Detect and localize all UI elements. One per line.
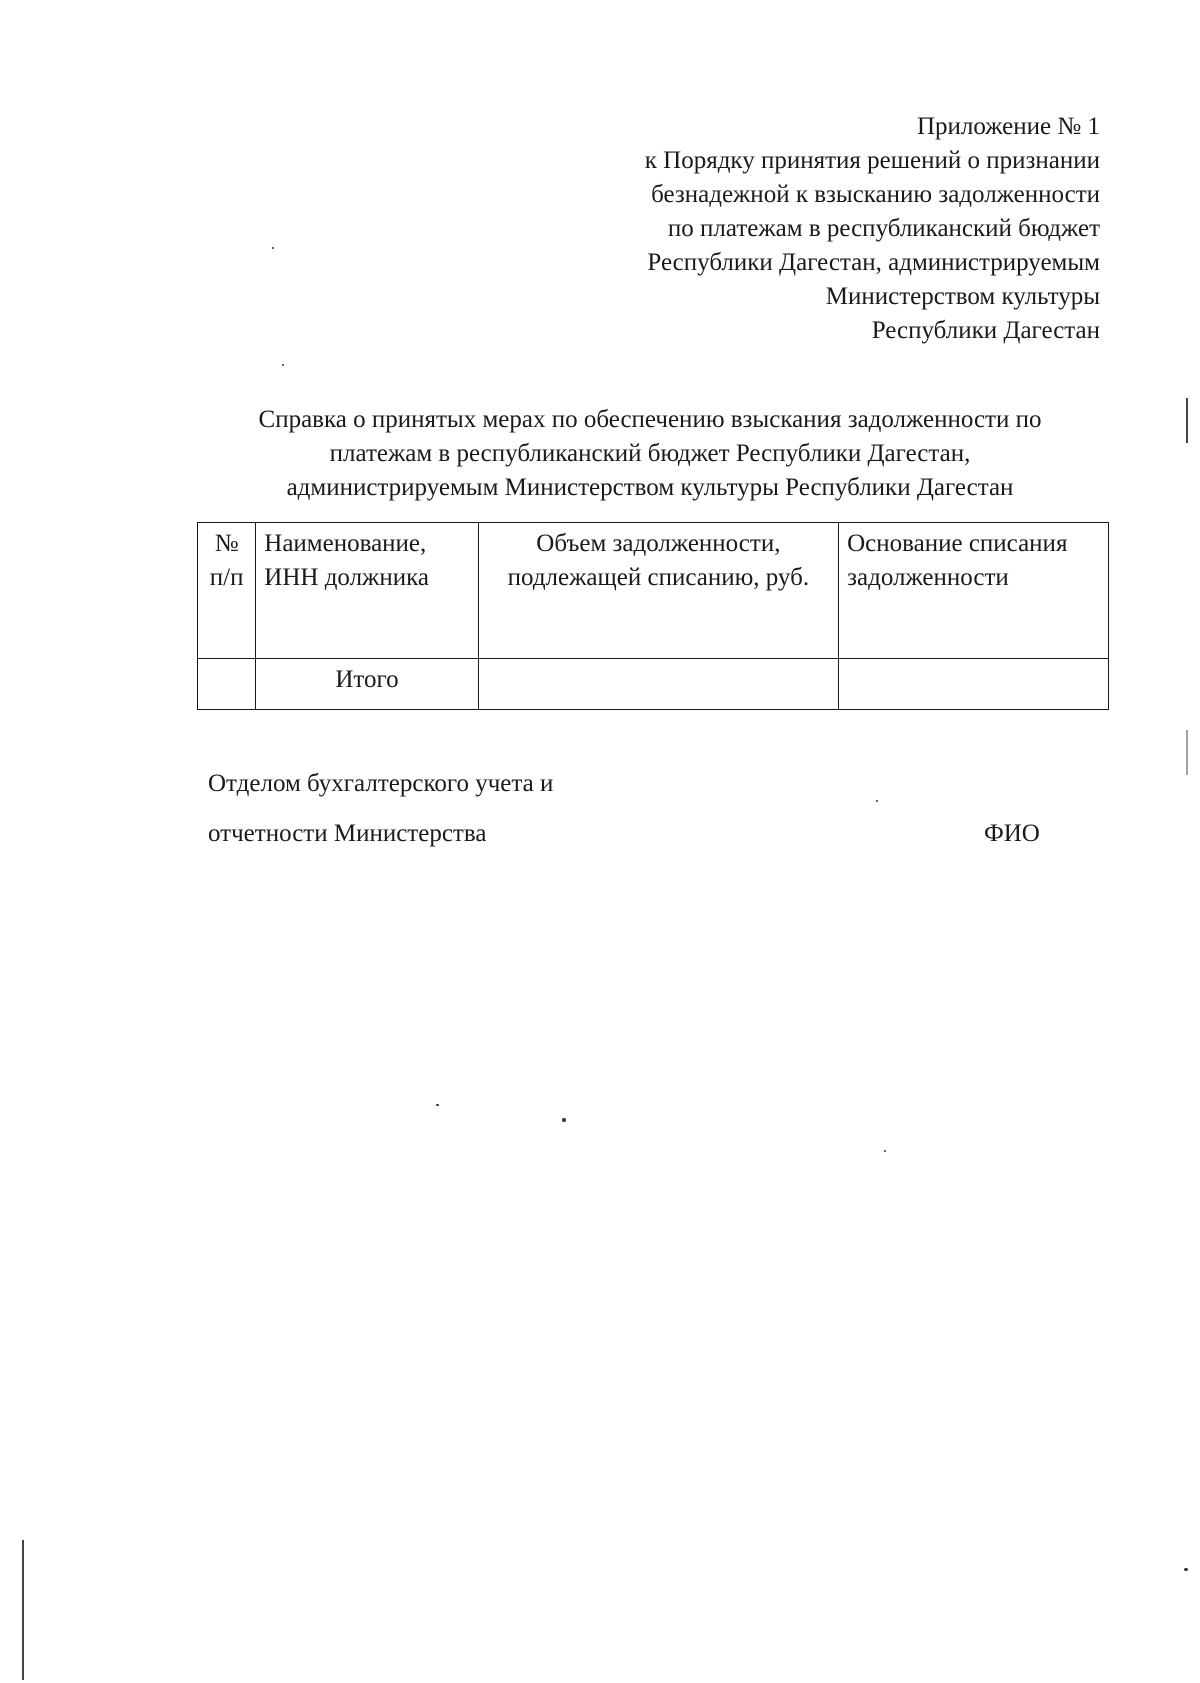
- appendix-line: Республики Дагестан: [871, 317, 1100, 344]
- total-cell-amount: [478, 659, 839, 710]
- header-debt-amount: Объем задолженности, подлежащей списанию, руб.: [478, 523, 839, 659]
- scan-edge-line: [1186, 398, 1188, 443]
- scan-speck: [884, 1150, 886, 1152]
- title-line: Справка о принятых мерах по обеспечению взыскания задолженности по: [258, 406, 1042, 433]
- signature-fio: ФИО: [984, 820, 1040, 847]
- title-line: администрируемым Министерством культуры Республики Дагестан: [286, 474, 1014, 501]
- signature-department: [208, 762, 553, 856]
- scan-speck: [1184, 1568, 1188, 1571]
- document-title: [200, 403, 1100, 505]
- appendix-line: к Порядку принятия решений о признании: [644, 147, 1100, 174]
- scan-speck: [436, 1104, 439, 1106]
- header-number: № п/п: [198, 523, 256, 659]
- appendix-line: Приложение № 1: [916, 113, 1100, 140]
- appendix-line: безнадежной к взысканию задолженности: [651, 181, 1100, 208]
- scan-speck: [282, 364, 284, 366]
- scan-speck: [272, 247, 274, 249]
- department-line: Отделом бухгалтерского учета и: [208, 770, 554, 797]
- table-total-row: [198, 659, 1109, 710]
- header-write-off-basis: Основание списания задолженности: [839, 523, 1109, 659]
- debt-table: [197, 522, 1109, 710]
- header-debtor: Наименование, ИНН должника: [256, 523, 478, 659]
- table-header-row: [198, 523, 1109, 659]
- appendix-line: по платежам в республиканский бюджет: [667, 215, 1100, 242]
- department-line: отчетности Министерства: [208, 820, 487, 847]
- scan-speck: [876, 800, 878, 802]
- appendix-line: Республики Дагестан, администрируемым: [647, 249, 1100, 276]
- total-cell-number: [198, 659, 256, 710]
- scan-speck: [562, 1118, 566, 1122]
- scan-edge-line: [22, 1540, 24, 1680]
- total-label: Итого: [256, 659, 478, 710]
- appendix-line: Министерством культуры: [825, 283, 1100, 310]
- scan-edge-line: [1186, 730, 1188, 775]
- total-cell-basis: [839, 659, 1109, 710]
- appendix-block: [645, 110, 1100, 348]
- title-line: платежам в республиканский бюджет Республики Дагестан,: [329, 440, 971, 467]
